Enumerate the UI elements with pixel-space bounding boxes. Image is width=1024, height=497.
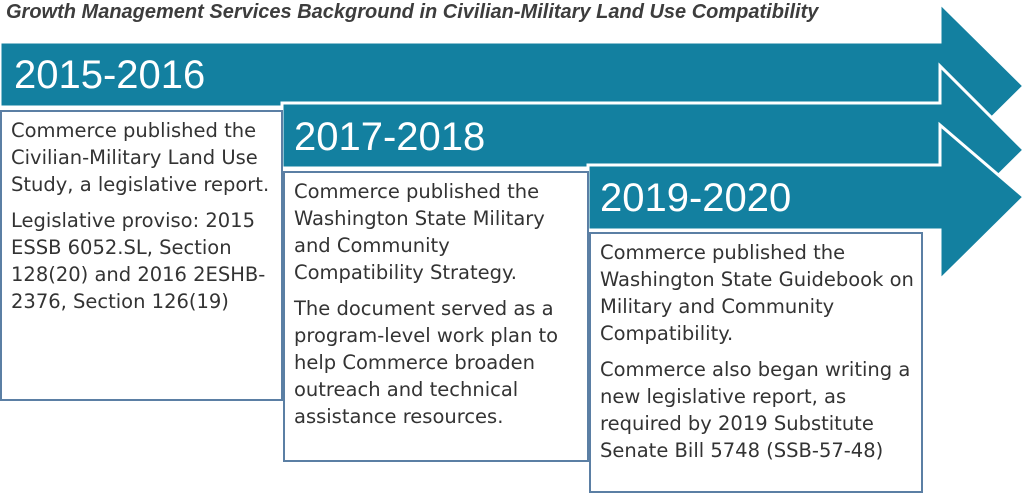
year-label-2015-2016: 2015-2016 [14,53,206,97]
period-2017-2018-summary: Commerce published the Washington State Military and Community Compatibility Strategy. [294,180,545,284]
period-2019-2020-detail: Commerce also began writing a new legislative report, as required by 2019 Substitute Senate Bill 5748 (SSB-57-48) [600,358,911,462]
period-2017-2018-detail: The document served as a program-level work plan to help Commerce broaden outreach and technical assistance resources. [294,297,559,428]
period-2019-2020-summary: Commerce published the Washington State Guidebook on Military and Community Compatibility. [600,241,914,345]
period-2015-2016-proviso: Legislative proviso: 2015 ESSB 6052.SL, Section 128(20) and 2016 2ESHB-2376, Section 126(19) [11,209,266,313]
period-box-2019-2020 [589,232,923,493]
period-box-2015-2016 [0,110,283,401]
period-2015-2016-summary: Commerce published the Civilian-Military Land Use Study, a legislative report. [11,119,270,196]
diagram-title: Growth Management Services Background in Civilian-Military Land Use Compatibility [6,1,819,23]
period-box-2017-2018 [283,171,589,462]
year-label-2017-2018: 2017-2018 [294,115,486,159]
year-label-2019-2020: 2019-2020 [600,176,792,220]
